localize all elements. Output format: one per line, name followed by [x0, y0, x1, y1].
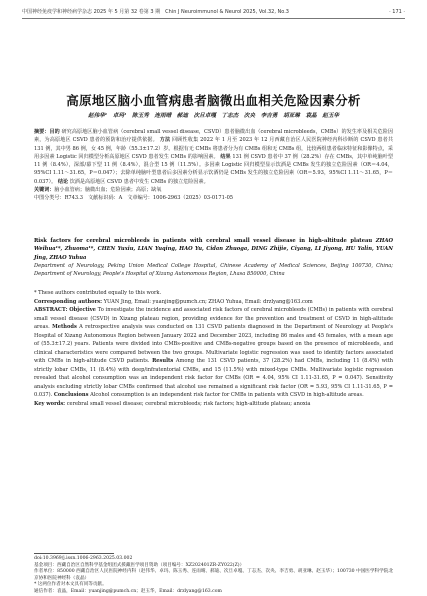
en-results-label: Results [152, 358, 174, 364]
paper-title: 高原地区脑小血管病患者脑微出血相关危险因素分析 [66, 93, 361, 108]
en-methods-label: Methods [52, 324, 77, 330]
en-keywords-label: Key words: [34, 400, 66, 407]
footnote-equal: * 这两位作者对本文具有同等贡献。 [34, 582, 107, 588]
en-corresponding-line [34, 298, 393, 307]
en-abstract-body [34, 306, 393, 400]
cn-methods: 回顾性收集 2022 年 1 月至 2023 年 12 月西藏自治区人民医院神经内科诊断的 CSVD 患者共 131 例，其中男 86 例，女 45 例，年龄（55.3±17.2）岁。根据有无 CMBs 将患者分为有 CMBs 组和无 CMBs 组，比较两组患者临床特征和影像特点，采用多因素 Logistic 回归模型分析高原地区 CSVD 患者发生 CMBs 的影响因素。 [34, 137, 394, 160]
en-corresponding-label: Corresponding authors: [34, 298, 103, 305]
footnote-corresponding: 通信作者：袁晶，Email：yuanjing@pumch.cn；赵玉华，Email：drzlyang@163.com [34, 588, 222, 594]
english-title-authors [34, 237, 393, 262]
en-authors: ZHAO Weihua¹*, Zhuoma¹*, CHEN Yuxiu, LIAN Yuqing, HAO Yu, Cidan Zhuoga, DING Zhijie, Ciyang, LI Jiyong, HU Yalin, YUAN Jing, ZHAO Yuhua [34, 238, 393, 261]
en-conclusion: Alcohol consumption is an independent risk factor for CMBs in patients with CSVD in high-altitude areas. [90, 392, 364, 398]
en-title: Risk factors for cerebral microbleeds in patients with cerebral small vessel disease in high-altitude plateau [34, 238, 373, 244]
footnote-affiliation: 作者单位：850000 西藏自治区人民医院神经内科（赵伟华、卓玛、陈玉秀、连雨晴、郝迪、次旦卓嘎、丁志杰、次央、李吉勇、胡亚琳、赵玉华）；100730 中国医学科学院北京协和医院神经科（袁晶） [34, 569, 393, 581]
cn-abstract-body [34, 128, 393, 186]
cn-methods-label: 方法 [159, 137, 171, 144]
author-list: 赵伟华¹ 卓玛¹ 陈玉秀 连雨晴 郝迪 次旦卓嘎 丁志杰 次央 李吉勇 胡亚琳 袁晶 赵玉华 [87, 113, 340, 119]
running-header [22, 7, 405, 19]
cn-conclusion-label: 结论 [57, 178, 69, 185]
en-equal-note: * These authors contributed equally to this work. [34, 290, 162, 296]
cn-keywords-line [34, 186, 393, 194]
en-abstract-label: ABSTRACT: [34, 307, 68, 313]
en-objective-label: Objective [69, 307, 96, 313]
cn-results-label: 结果 [220, 153, 231, 160]
footnote-divider [34, 553, 114, 554]
footnotes [34, 556, 393, 596]
footnote-doi: doi:10.3969/j.issn.1006-2963.2025.03.002 [34, 556, 133, 561]
en-objective: To investigate the incidence and associated risk factors of cerebral microbleeds (CMBs) in patients with cerebral small vessel disease (CSVD) in Xizang plateau region, providing evidence for the prevention and treatment of CSVD in high-altitude areas. [34, 307, 393, 330]
cn-keywords-label: 关键词： [34, 187, 55, 194]
en-conclusion-label: Conclusions [53, 392, 89, 398]
english-affiliation: Department of Neurology, Peking Union Medical College Hospital, Chinese Academy of Medical Sciences, Beijing 100730, China; Department of Neurology, People's Hospital of Xizang Autonomous Region, Lhasa 850000, China [34, 263, 393, 278]
en-corresponding: YUAN Jing, Email: yuanjing@pumch.cn; ZHAO Yuhua, Email: drzlyang@163.com [103, 298, 313, 305]
en-keywords: cerebral small vessel disease; cerebral microbleeds; risk factors; high-altitude plateau; anoxia [66, 400, 311, 407]
cn-results: 131 例 CSVD 患者中 37 例（28.2%）存在 CMBs，其中单纯脑叶型 11 例（8.4%），深部/幕下型 11 例（8.4%），混合型 15 例（11.5%）。多因素 Logistic 回归模型显示饮酒是 CMBs 发生的独立危险因素（OR＝4.04，95%CI 1.11～31.65，P＝0.047）；去除单纯脑叶型患者后多因素分析显示饮酒仍是 CMBs 发生的独立危险因素（OR＝5.93，95%CI 1.11～31.65，P＝0.037）。 [34, 153, 393, 185]
en-results: Among the 131 CSVD patients, 37 (28.2%) had CMBs, including 11 (8.4%) with strictly lobar CMBs, 11 (8.4%) with deep/infratentorial CMBs, and 15 (11.5%) with mixed-type CMBs. Multivariate logistic regression revealed that alcohol consumption was an independent risk factor for CMBs (OR = 4.04, 95% CI 1.11-31.65, P = 0.047). Sensitivity analysis excluding strictly lobar CMBs confirmed that alcohol use remained a significant risk factor (OR = 5.93, 95% CI 1.11-31.65, P = 0.037). [34, 358, 393, 398]
cn-abstract-label: 摘要： [34, 129, 50, 135]
cn-classification-line: 中图分类号：R743.3 文献标识码：A 文章编号：1006-2963（2025）03-0171-05 [34, 195, 234, 202]
english-abstract [34, 289, 393, 408]
footnote-fund: 基金项目：西藏自治区自然科学基金组团式援藏医学项目资助（项目编号：XZ202401ZR-ZY022(Z)） [34, 562, 245, 568]
cn-keywords: 脑小血管病；脑微出血；危险因素；高原；缺氧 [54, 187, 162, 194]
en-keywords-line [34, 400, 393, 409]
page-number: · 171 · [389, 8, 405, 15]
cn-objective: 研究高原地区脑小血管病（cerebral small vessel disease，CSVD）患者脑微出血（cerebral microbleeds，CMBs）的发生率及相关危险因素，为高原地区 CSVD 患者的预防和治疗提供依据。 [34, 129, 393, 144]
en-methods: A retrospective analysis was conducted on 131 CSVD patients diagnosed in the Department of Neurology at People's Hospital of Xizang Autonomous Region between January 2022 and December 2023, including 86 males and 45 females, with a mean age of (55.3±17.2) years. Patients were divided into CMBs-positive and CMBs-negative groups based on the presence of microbleeds, and clinical characteristics were compared between the two groups. Multivariate logistic regression was used to identify factors associated with CMBs in high-altitude CSVD patients. [34, 324, 393, 364]
chinese-abstract [34, 128, 393, 203]
cn-conclusion: 饮酒是高原地区 CSVD 患者中发生 CMBs 的独立危险因素。 [69, 178, 209, 185]
cn-objective-label: 目的 [49, 129, 60, 135]
running-header-journal: 中国神经免疫学和神经病学杂志 2025 年 5 月第 32 卷第 3 期 Chin J Neuroimmunol & Neurol 2025, Vol.32, No.3 [22, 9, 289, 15]
